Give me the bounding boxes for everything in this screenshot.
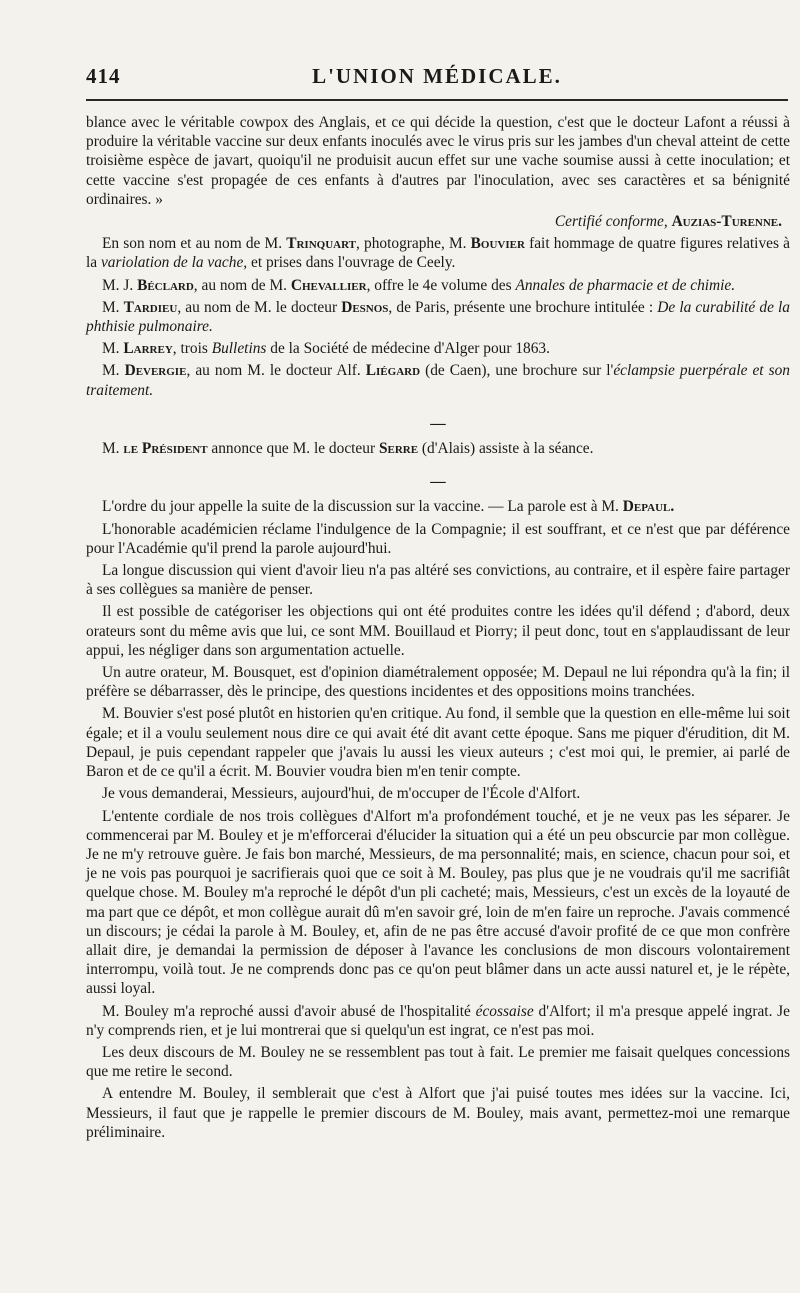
paragraph: Un autre orateur, M. Bousquet, est d'opinion diamétralement opposée; M. Depaul ne lui répondra qu'à la fin; il préfère se débarrasser, dès le principe, des questions incidentes et des oppositions moins tranchées. [86, 664, 790, 701]
page-number: 414 [86, 64, 121, 88]
paragraph: M. Bouley m'a reproché aussi d'avoir abusé de l'hospitalité écossaise d'Alfort; il m'a presque appelé ingrat. Je n'y comprends rien, et je lui montrerai que si quelqu'un est ingrat, ce n'est pas moi. [86, 1002, 790, 1039]
section-dash: — [430, 473, 446, 491]
paragraph: Il est possible de catégoriser les objections qui ont été produites contre les idées qu'il défend ; d'abord, deux orateurs sont du même avis que lui, ce sont MM. Bouillaud et Piorry; il peut donc, tout en s'applaudissant de leur appui, les négliger dans son argumentation actuelle. [86, 603, 790, 659]
page-header [86, 64, 788, 94]
paragraph: M. J. Béclard, au nom de M. Chevallier, offre le 4e volume des Annales de pharmacie et de chimie. [102, 276, 736, 294]
paragraph: M. le Président annonce que M. le docteur Serre (d'Alais) assiste à la séance. [102, 440, 594, 458]
paragraph: M. Tardieu, au nom de M. le docteur Desnos, de Paris, présente une brochure intitulée : De la curabilité de la phthisie pulmonaire. [86, 298, 790, 336]
header-rule [86, 99, 788, 101]
paragraph: M. Larrey, trois Bulletins de la Société de médecine d'Alger pour 1863. [102, 340, 550, 358]
paragraph: M. Bouvier s'est posé plutôt en historien qu'en critique. Au fond, il semble que la question en elle-même lui soit égale; et il a voulu seulement nous dire ce qui avait été dit avant cette époque. Sans me piquer d'érudition, dit M. Depaul, je puis cependant rappeler que j'avais lu aussi les vieux auteurs ; c'est moi qui, le premier, ai parlé de Baron et de ce qu'il a écrit. M. Bouvier voudra bien m'en tenir compte. [86, 705, 790, 781]
paragraph: blance avec le véritable cowpox des Anglais, et ce qui décide la question, c'est que le docteur Lafont a réussi à produire la véritable vaccine sur deux enfants inoculés avec le virus pris sur les jambes d'un cheval atteint de cette troisième espèce de javart, quoiqu'il ne produisit aucun effet sur une vache soumise aussi à cette inoculation; et cette vaccine s'est propagée de ces enfants à d'autres par l'inoculation, avec ses caractères et sa bénignité ordinaires. » [86, 114, 790, 208]
paragraph: L'entente cordiale de nos trois collègues d'Alfort m'a profondément touché, et je ne veux pas les séparer. Je commencerai par M. Bouley et je m'efforcerai d'élucider la situation qui a été un peu obscurcie par mon collègue. Je ne m'y retrouve guère. Je fais bon marché, Messieurs, de ma personnalité; mais, en science, chacun pour soi, et je ne vois pas pourquoi je sacrifierais quoi que ce soit à M. Bouley, pas plus que je ne voudrais qu'il me sacrifiât quelque chose. M. Bouley m'a reproché le dépôt d'un pli cacheté; mais, Messieurs, c'est un excès de la loyauté de ma part que ce dépôt, et mon collègue aurait dû m'en savoir gré, loin de m'en faire un reproche. J'avais commencé un discours; je cédai la parole à M. Bouley, et, afin de ne pas être accusé d'avoir profité de ce que mon confrère allait dire, je demandai la permission de déposer à l'avance les conclusions de mon discours volontairement interrompu, voilà tout. Je ne comprends donc pas ce qu'on peut blâmer dans un acte aussi naturel et, je le répète, aussi loyal. [86, 807, 790, 998]
paragraph: L'honorable académicien réclame l'indulgence de la Compagnie; il est souffrant, et ce n'est que par déférence pour l'Académie qu'il prend la parole aujourd'hui. [86, 520, 790, 557]
certification: Certifié conforme, Auzias-Turenne. [554, 213, 782, 231]
paragraph: L'ordre du jour appelle la suite de la discussion sur la vaccine. — La parole est à M. Depaul. [102, 498, 675, 516]
section-dash: — [430, 414, 446, 432]
paragraph: En son nom et au nom de M. Trinquart, photographe, M. Bouvier fait hommage de quatre figures relatives à la variolation de la vache, et prises dans l'ouvrage de Ceely. [86, 235, 790, 272]
text-body [86, 113, 790, 1145]
paragraph: M. Devergie, au nom M. le docteur Alf. Liégard (de Caen), une brochure sur l'éclampsie puerpérale et son traitement. [86, 362, 790, 399]
paragraph: Les deux discours de M. Bouley ne se ressemblent pas tout à fait. Le premier me faisait quelques concessions que me retire le second. [86, 1043, 790, 1081]
paragraph: Je vous demanderai, Messieurs, aujourd'hui, de m'occuper de l'École d'Alfort. [102, 785, 581, 803]
paragraph: La longue discussion qui vient d'avoir lieu n'a pas altéré ses convictions, au contraire, et il espère faire partager à ses collègues sa manière de penser. [86, 562, 790, 599]
running-head: L'UNION MÉDICALE. [312, 64, 562, 88]
paragraph: A entendre M. Bouley, il semblerait que c'est à Alfort que j'ai puisé toutes mes idées sur la vaccine. Ici, Messieurs, il faut que je rappelle le premier discours de M. Bouley, mais avant, permettez-moi une remarque préliminaire. [86, 1085, 790, 1141]
